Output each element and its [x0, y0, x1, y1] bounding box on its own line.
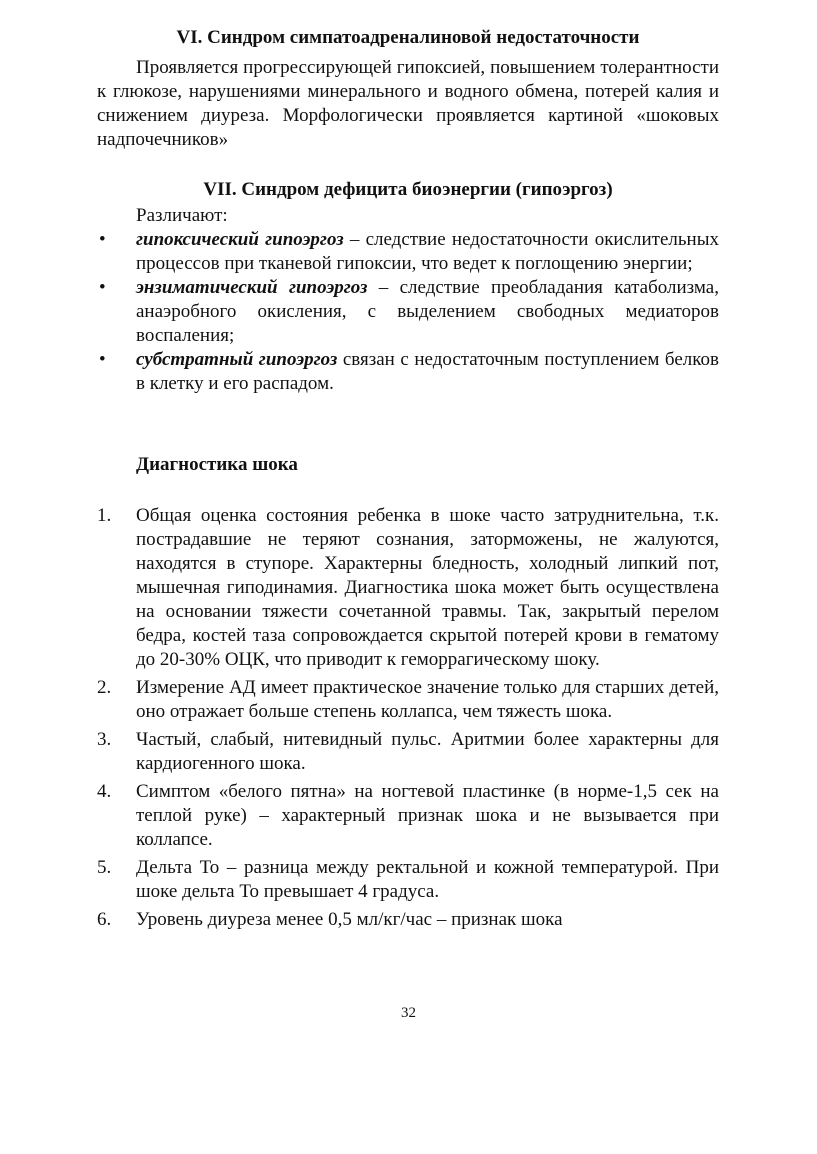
item-number: 6. [97, 909, 112, 930]
list-item [97, 676, 719, 724]
item-text: Измерение АД имеет практическое значение только для старших детей, оно отражает больше степень коллапса, чем тяжесть шока. [136, 677, 719, 722]
term-hypoxic: гипоксический гипоэргоз [136, 229, 344, 250]
item-text: Симптом «белого пятна» на ногтевой пластинке (в норме-1,5 сек на теплой руке) – характерный признак шока и не вызывается при коллапсе. [136, 781, 719, 850]
list-item [97, 856, 719, 904]
item-text: – следствие преобладания катаболизма, анаэробного окисления, с выделением свободных медиаторов воспаления; [136, 277, 719, 346]
item-number: 5. [97, 857, 112, 878]
item-number: 2. [97, 677, 112, 698]
section-6-body [97, 56, 719, 152]
section-6-heading: VI. Синдром симпатоадреналиновой недостаточности [176, 27, 640, 48]
section-7-list-container [97, 228, 719, 396]
diagnostics-list [97, 504, 719, 932]
section-6-paragraph: Проявляется прогрессирующей гипоксией, повышением толерантности к глюкозе, нарушениями минерального и водного обмена, потерей калия и снижением диуреза. Морфологически проявляется картиной «шоковых надпочечников» [97, 57, 719, 150]
list-item [97, 276, 719, 348]
item-number: 4. [97, 781, 112, 802]
list-item [97, 504, 719, 672]
item-text: – следствие недостаточности окислительных процессов при тканевой гипоксии, что ведет к поглощению энергии; [136, 229, 719, 274]
list-item [97, 780, 719, 852]
list-item [97, 728, 719, 776]
item-text: Общая оценка состояния ребенка в шоке часто затруднительна, т.к. пострадавшие не теряют сознания, заторможены, не жалуются, находятся в ступоре. Характерны бледность, холодный липкий пот, мышечная гиподинамия. Диагностика шока может быть осуществлена на основании тяжести сочетанной травмы. Так, закрытый перелом бедра, костей таза сопровождается скрытой потерей крови в гематому до 20-30% ОЦК, что приводит к геморрагическому шоку. [136, 505, 719, 670]
bullet-marker: • [99, 349, 106, 370]
diagnostics-heading: Диагностика шока [136, 454, 298, 475]
list-item [97, 908, 719, 932]
term-enzymatic: энзиматический гипоэргоз [136, 277, 368, 298]
list-item [97, 348, 719, 396]
item-text: Частый, слабый, нитевидный пульс. Аритмии более характерны для кардиогенного шока. [136, 729, 719, 774]
hypoergosis-types-list [97, 228, 719, 396]
item-number: 3. [97, 729, 112, 750]
diagnostics-list-container [97, 504, 719, 932]
item-text: Уровень диуреза менее 0,5 мл/кг/час – признак шока [136, 909, 563, 930]
item-number: 1. [97, 505, 112, 526]
list-item [97, 228, 719, 276]
item-text: связан с недостаточным поступлением белков в клетку и его распадом. [136, 349, 719, 394]
term-substrate: субстратный гипоэргоз [136, 349, 338, 370]
bullet-marker: • [99, 229, 106, 250]
page-number: 32 [401, 1005, 416, 1021]
section-7-intro: Различают: [136, 205, 228, 226]
bullet-marker: • [99, 277, 106, 298]
section-7-heading: VII. Синдром дефицита биоэнергии (гипоэргоз) [203, 179, 613, 200]
item-text: Дельта То – разница между ректальной и кожной температурой. При шоке дельта То превышает 4 градуса. [136, 857, 719, 902]
